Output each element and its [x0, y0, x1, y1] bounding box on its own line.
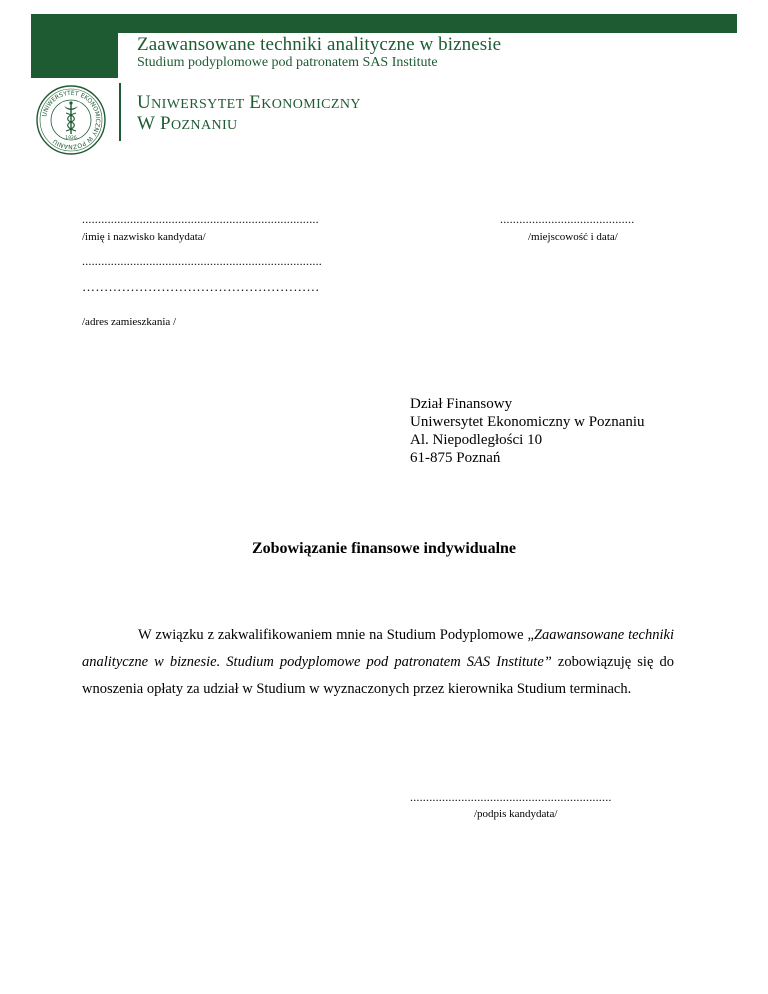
signature-label: /podpis kandydata/ [474, 808, 558, 820]
seal-text: UNIWERSYTET EKONOMICZNY W POZNANIU [41, 89, 102, 151]
program-title: Zaawansowane techniki analityczne w biznesie [137, 34, 502, 55]
seal-year: 1926 [65, 136, 77, 141]
recipient-line-1: Dział Finansowy [410, 396, 513, 412]
body-italic: Zaawansowane techniki analityczne w biznesie. Studium podyplomowe pod patronatem SAS Institute” [82, 627, 674, 670]
address-label: /adres zamieszkania / [82, 316, 177, 328]
recipient-line-2: Uniwersytet Ekonomiczny w Poznaniu [410, 414, 645, 430]
place-date-dotted-line: .......................................... [500, 212, 635, 226]
name-dotted-line: .......................................................................... [82, 212, 319, 226]
body-paragraph [82, 622, 674, 703]
recipient-address [410, 395, 645, 467]
recipient-line-3: Al. Niepodległości 10 [410, 432, 543, 448]
name-label: /imię i nazwisko kandydata/ [82, 231, 206, 243]
recipient-line-4: 61-875 Poznań [410, 450, 501, 466]
body-end: zobowiązuję się do wnoszenia opłaty za udział w Studium w wyznaczonych przez kierownika Studium terminach. [82, 654, 674, 697]
university-name-line2: W POZNANIU [137, 113, 238, 134]
place-date-label: /miejscowość i data/ [528, 231, 618, 243]
body-start: W związku z zakwalifikowaniem mnie na Studium Podyplomowe „ [138, 627, 534, 643]
university-name-line1: UNIWERSYTET EKONOMICZNY [137, 92, 361, 113]
address-dotted-line-2: ……………………………………………… [82, 279, 320, 294]
header-divider [119, 83, 121, 141]
program-subtitle: Studium podyplomowe pod patronatem SAS Institute [137, 55, 438, 70]
document-heading: Zobowiązanie finansowe indywidualne [251, 540, 517, 557]
signature-dotted-line: ............................................................... [410, 790, 612, 804]
university-seal-icon [35, 84, 107, 156]
address-dotted-line-1: ........................................................................... [82, 254, 322, 268]
